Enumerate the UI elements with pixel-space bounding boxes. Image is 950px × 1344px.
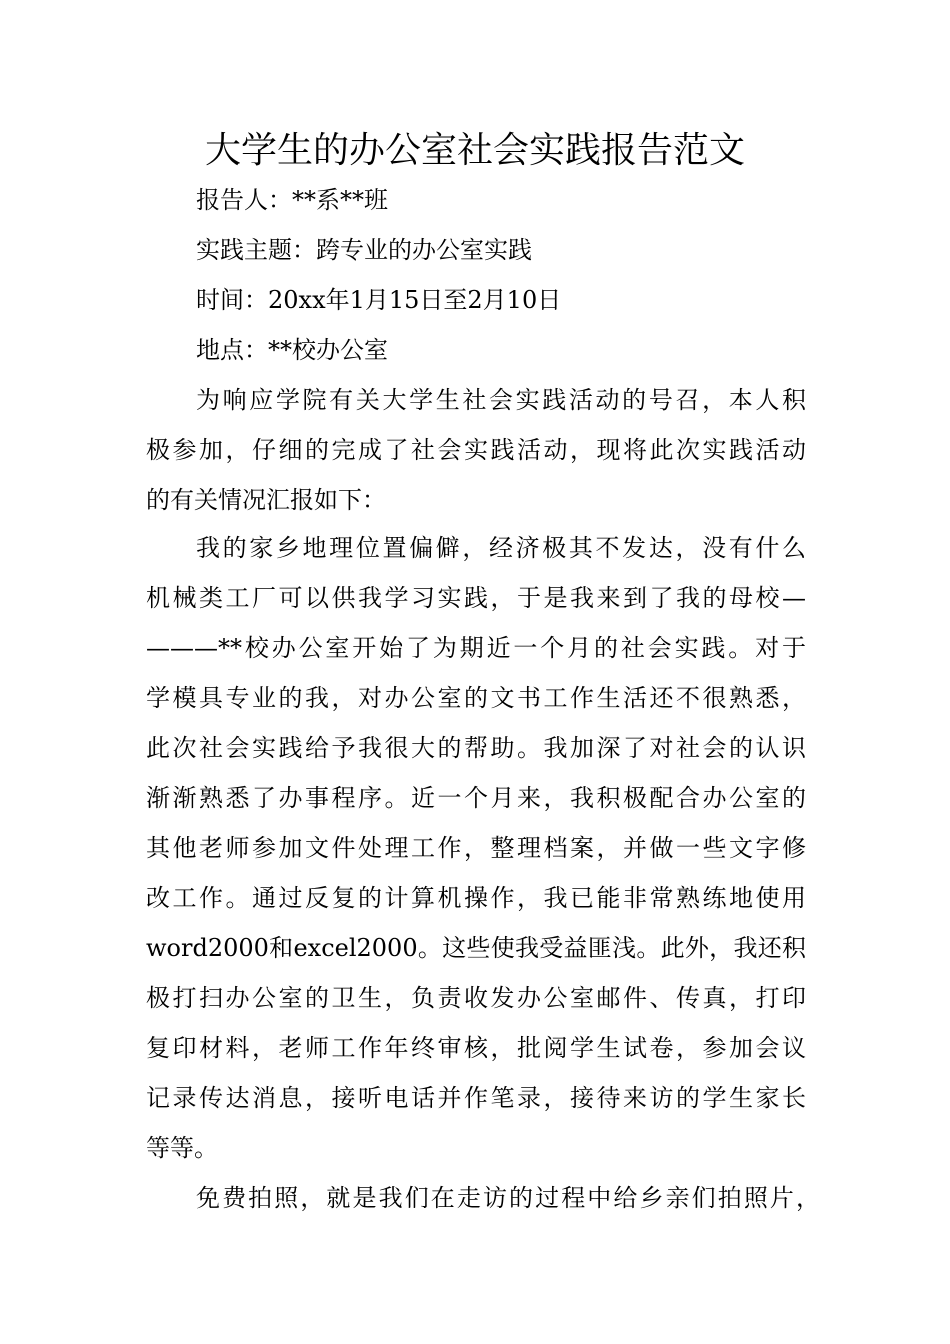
paragraph-2-line: 机械类工厂可以供我学习实践，于是我来到了我的母校—	[146, 584, 806, 612]
paragraph-2-line: 极打扫办公室的卫生，负责收发办公室邮件、传真，打印	[146, 984, 806, 1012]
paragraph-1-line: 为响应学院有关大学生社会实践活动的号召，本人积	[196, 386, 806, 414]
document-title: 大学生的办公室社会实践报告范文	[204, 130, 745, 171]
theme-line: 实践主题：跨专业的办公室实践	[196, 236, 532, 264]
paragraph-2-line: 其他老师参加文件处理工作，整理档案，并做一些文字修	[146, 834, 806, 862]
paragraph-2-line: 复印材料，老师工作年终审核，批阅学生试卷，参加会议	[146, 1034, 806, 1062]
paragraph-2-line: 此次社会实践给予我很大的帮助。我加深了对社会的认识	[146, 734, 806, 762]
time-line: 时间：20xx年1月15日至2月10日	[196, 286, 562, 314]
paragraph-1-line: 的有关情况汇报如下：	[146, 486, 386, 514]
paragraph-2-line: 等等。	[146, 1134, 218, 1162]
paragraph-2-line: 学模具专业的我，对办公室的文书工作生活还不很熟悉，	[146, 684, 806, 712]
paragraph-2-line: word2000和excel2000。这些使我受益匪浅。此外，我还积	[146, 934, 806, 962]
paragraph-1-line: 极参加，仔细的完成了社会实践活动，现将此次实践活动	[146, 436, 806, 464]
paragraph-2-line: 我的家乡地理位置偏僻，经济极其不发达，没有什么	[196, 534, 806, 562]
paragraph-2-line: ———**校办公室开始了为期近一个月的社会实践。对于	[146, 634, 806, 662]
paragraph-2-line: 改工作。通过反复的计算机操作，我已能非常熟练地使用	[146, 884, 806, 912]
reporter-line: 报告人：**系**班	[196, 186, 388, 214]
paragraph-2-line: 记录传达消息，接听电话并作笔录，接待来访的学生家长	[146, 1084, 806, 1112]
location-line: 地点：**校办公室	[196, 336, 388, 364]
paragraph-3-line: 免费拍照，就是我们在走访的过程中给乡亲们拍照片，	[196, 1184, 820, 1212]
paragraph-2-line: 渐渐熟悉了办事程序。近一个月来，我积极配合办公室的	[146, 784, 806, 812]
